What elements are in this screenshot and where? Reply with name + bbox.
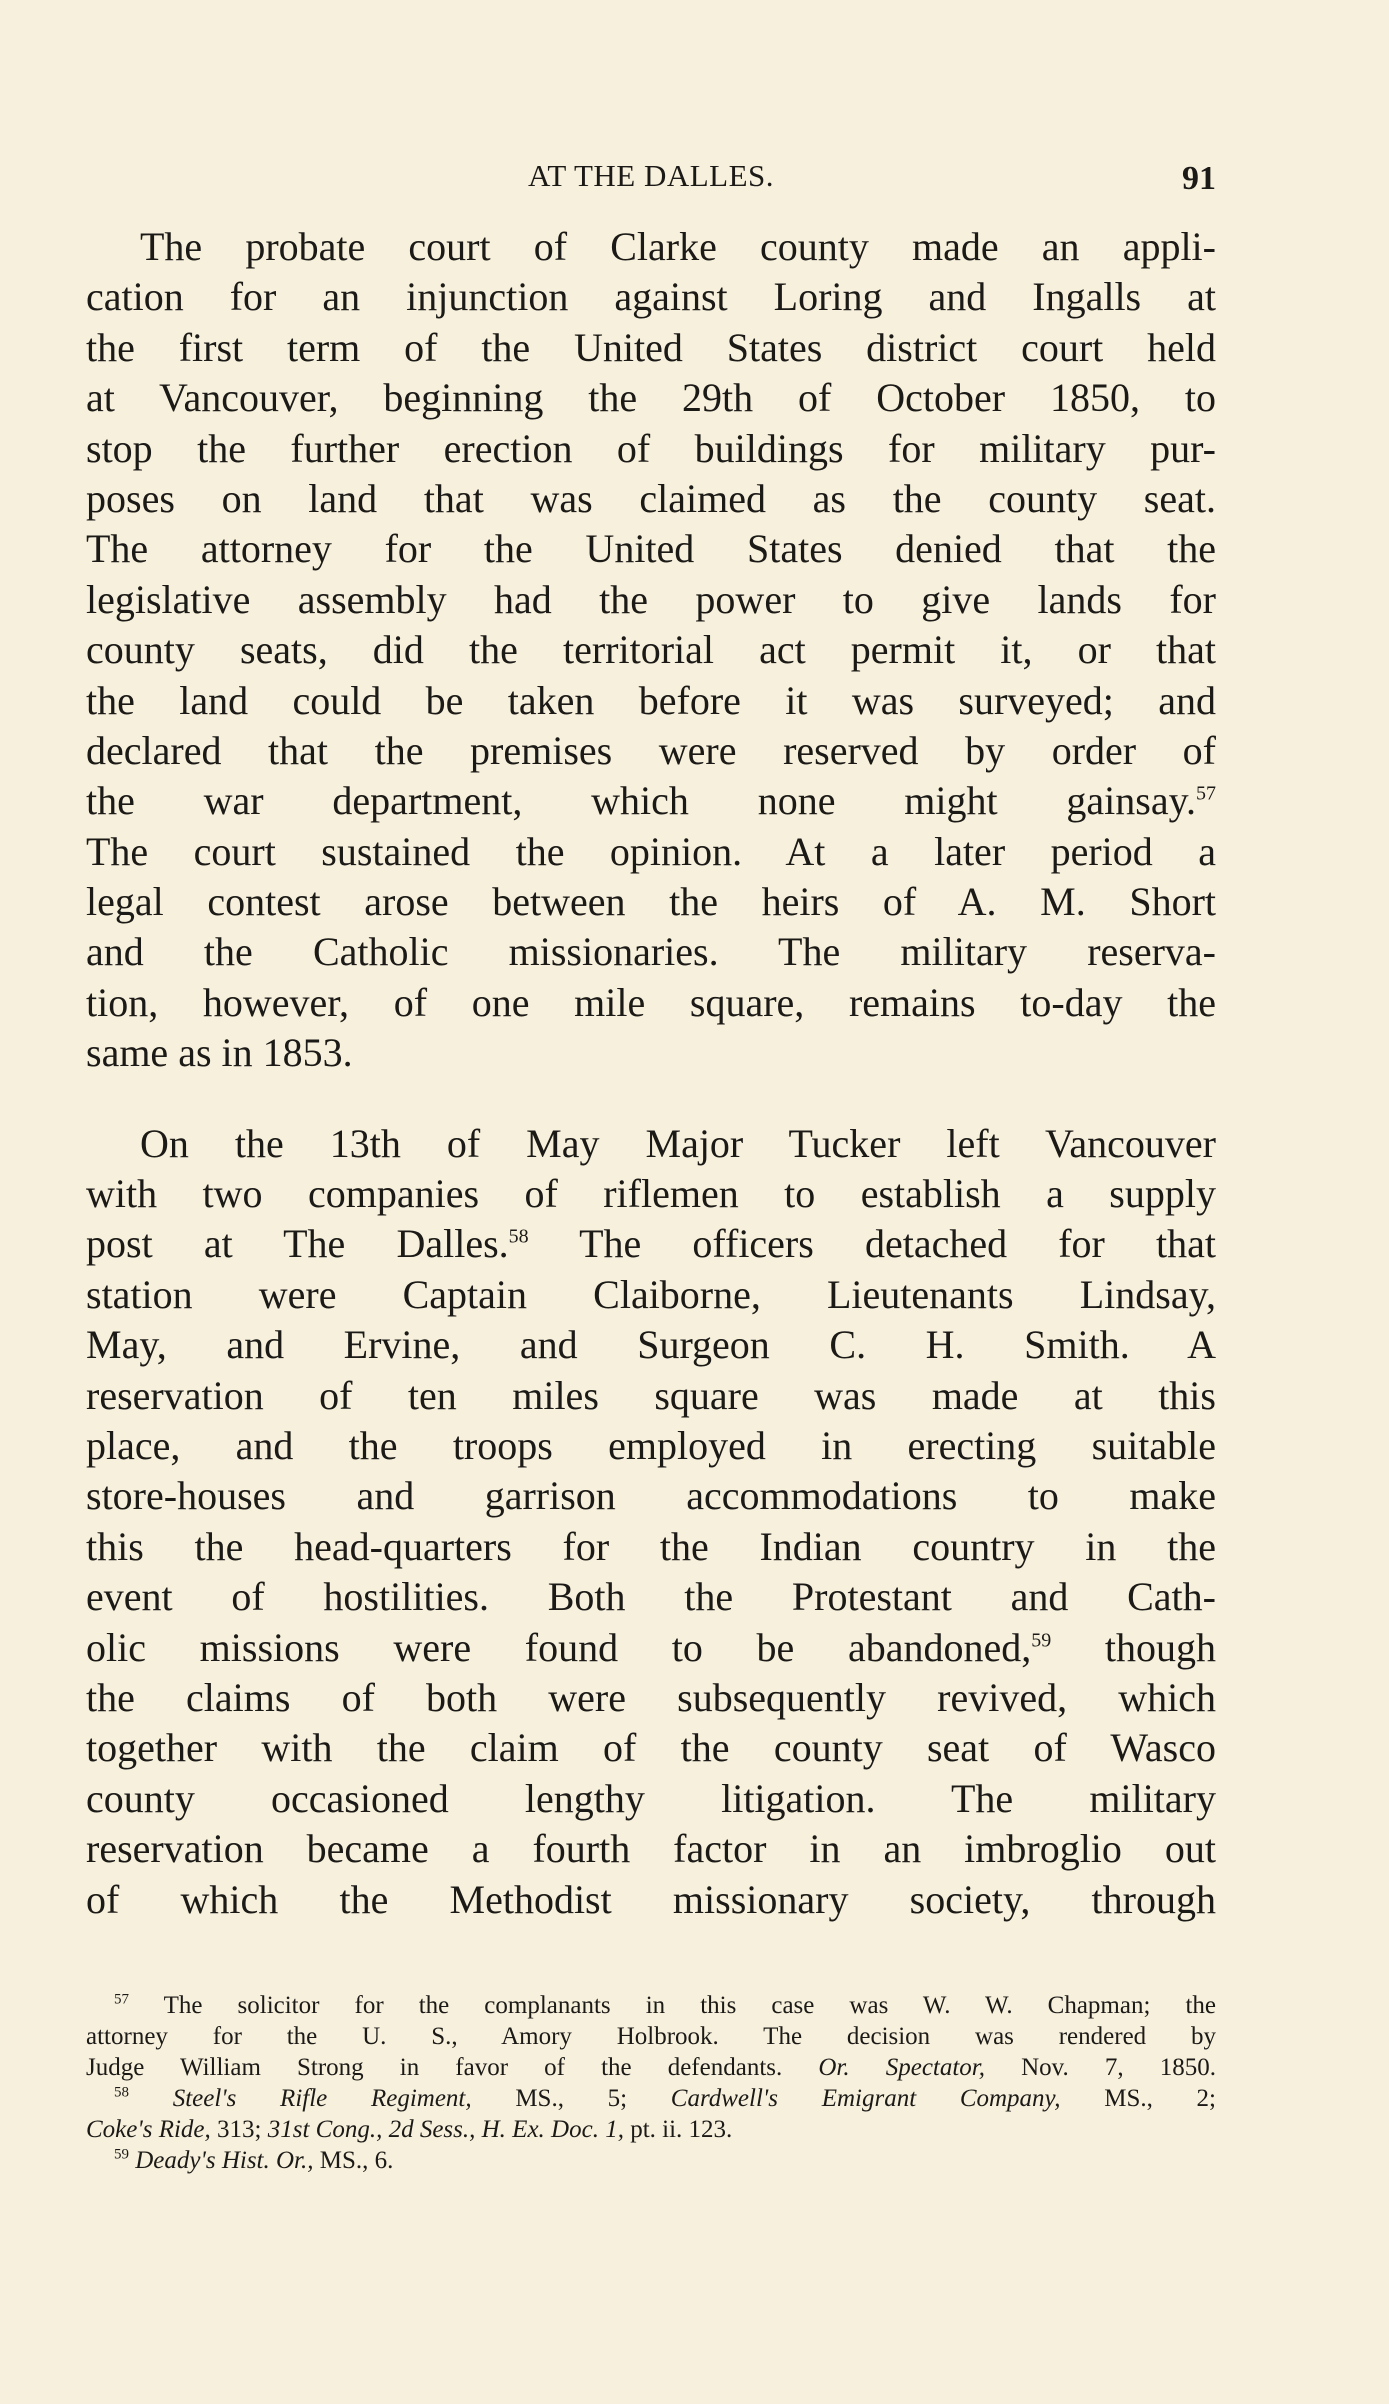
text-line xyxy=(86,1219,1216,1269)
text-fragment: post at The Dalles. xyxy=(86,1221,509,1267)
footnote-text: Nov. 7, 1850. xyxy=(985,2054,1216,2081)
text-line: tion, however, of one mile square, remains to-day the xyxy=(86,979,1216,1025)
text-line: legislative assembly had the power to give lands for xyxy=(86,576,1216,622)
text-line: The attorney for the United States denied that the xyxy=(86,526,1216,572)
footnote-citation: Coke's Ride, xyxy=(86,2116,211,2143)
text-line xyxy=(86,1623,1216,1673)
page-number: 91 xyxy=(1182,160,1216,197)
footnote-text: Judge William Strong in favor of the defendants. xyxy=(86,2054,819,2081)
text-line: cation for an injunction against Loring and Ingalls at xyxy=(86,274,1216,320)
footnote-59-line xyxy=(86,2145,1216,2176)
text-fragment: The officers detached for that xyxy=(528,1221,1217,1267)
footnote-citation: Deady's Hist. Or., xyxy=(135,2147,314,2174)
text-line: legal contest arose between the heirs of A. M. Short xyxy=(86,879,1216,925)
footnote-text: MS., 6. xyxy=(313,2147,394,2174)
text-line: the claims of both were subsequently revived, which xyxy=(86,1674,1216,1720)
footnote-text: 313; xyxy=(210,2116,268,2143)
footnote-text: MS., 2; xyxy=(1060,2085,1216,2112)
footnote-57-line: attorney for the U. S., Amory Holbrook. The decision was rendered by xyxy=(86,2023,1216,2050)
text-line: the first term of the United States district court held xyxy=(86,324,1216,370)
text-line: station were Captain Claiborne, Lieutenants Lindsay, xyxy=(86,1271,1216,1317)
text-line xyxy=(86,776,1216,826)
paragraph-2 xyxy=(86,1119,1216,1925)
text-line: poses on land that was claimed as the county seat. xyxy=(86,475,1216,521)
footnotes xyxy=(86,1990,1216,2176)
text-line: with two companies of riflemen to establish a supply xyxy=(86,1171,1216,1217)
paragraph-1 xyxy=(86,222,1216,1079)
footnote-57-line xyxy=(86,2052,1216,2083)
footnote-mark: 58 xyxy=(114,2084,129,2101)
footnote-citation: 31st Cong., 2d Sess., H. Ex. Doc. 1, xyxy=(267,2116,624,2143)
footnote-ref-58[interactable]: 58 xyxy=(508,1226,529,1249)
footnote-citation: Steel's Rifle Regiment, xyxy=(172,2085,472,2112)
text-line: reservation became a fourth factor in an imbroglio out xyxy=(86,1826,1216,1872)
text-line: at Vancouver, beginning the 29th of October 1850, to xyxy=(86,375,1216,421)
footnote-58-line xyxy=(86,2114,1216,2145)
footnote-mark: 57 xyxy=(114,1991,129,2008)
running-head xyxy=(86,158,1216,198)
text-line: of which the Methodist missionary society, through xyxy=(86,1876,1216,1922)
text-line: place, and the troops employed in erecting suitable xyxy=(86,1422,1216,1468)
text-line: same as in 1853. xyxy=(86,1030,353,1076)
text-line: reservation of ten miles square was made at this xyxy=(86,1372,1216,1418)
footnote-text: MS., 5; xyxy=(471,2085,671,2112)
text-line: The probate court of Clarke county made an appli- xyxy=(140,224,1216,269)
footnote-text: The solicitor for the complanants in this case was W. W. Chapman; the xyxy=(163,1992,1216,2019)
text-fragment: olic missions were found to be abandoned, xyxy=(86,1624,1032,1670)
footnote-ref-59[interactable]: 59 xyxy=(1031,1629,1052,1652)
text-line: The court sustained the opinion. At a later period a xyxy=(86,828,1216,874)
text-line: declared that the premises were reserved by order of xyxy=(86,727,1216,773)
text-line: store-houses and garrison accommodations to make xyxy=(86,1473,1216,1519)
text-line: county occasioned lengthy litigation. The military xyxy=(86,1775,1216,1821)
footnote-ref-57[interactable]: 57 xyxy=(1196,782,1216,805)
text-line: and the Catholic missionaries. The military reserva- xyxy=(86,929,1216,975)
text-line: the land could be taken before it was surveyed; and xyxy=(86,677,1216,723)
footnote-text: pt. ii. 123. xyxy=(623,2116,733,2143)
text-fragment: the war department, which none might gainsay. xyxy=(86,778,1196,824)
text-line: On the 13th of May Major Tucker left Vancouver xyxy=(140,1120,1216,1166)
text-line: county seats, did the territorial act permit it, or that xyxy=(86,627,1216,673)
text-line: stop the further erection of buildings for military pur- xyxy=(86,425,1216,471)
footnote-citation: Cardwell's Emigrant Company, xyxy=(670,2085,1061,2112)
text-line: this the head-quarters for the Indian country in the xyxy=(86,1523,1216,1569)
footnote-57-line xyxy=(86,1990,1216,2021)
body-text xyxy=(86,222,1216,1925)
footnote-58-line xyxy=(86,2083,1216,2114)
paragraph-gap xyxy=(86,1079,1216,1119)
text-line: together with the claim of the county seat of Wasco xyxy=(86,1725,1216,1771)
footnote-mark: 59 xyxy=(114,2146,129,2163)
text-line: event of hostilities. Both the Protestant and Cath- xyxy=(86,1574,1216,1620)
running-title: AT THE DALLES. xyxy=(527,158,775,193)
footnote-citation: Or. Spectator, xyxy=(818,2054,986,2081)
text-fragment: though xyxy=(1051,1624,1216,1670)
text-line: May, and Ervine, and Surgeon C. H. Smith. A xyxy=(86,1322,1216,1368)
